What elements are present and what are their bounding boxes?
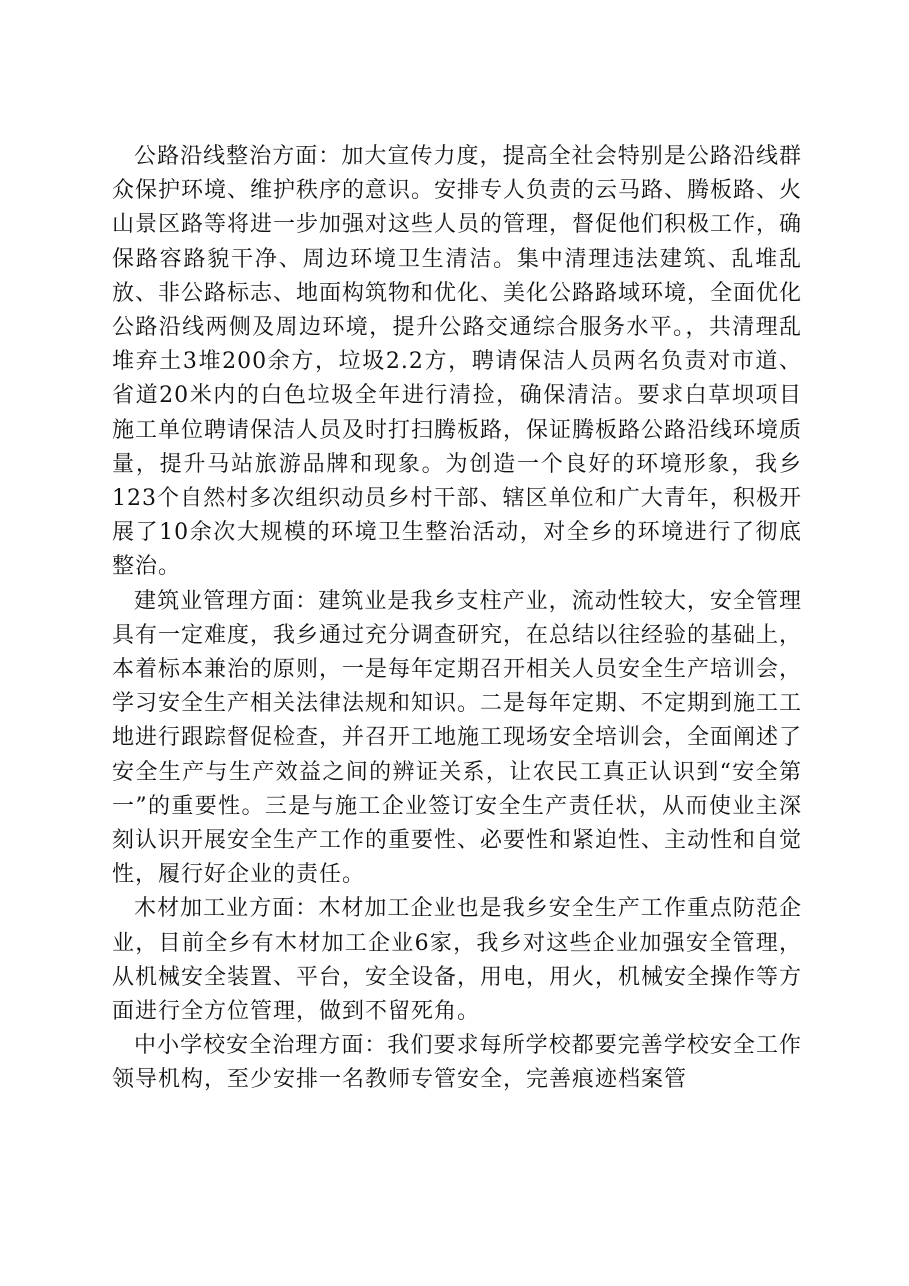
paragraph-timber (112, 892, 802, 1029)
paragraph-schools (112, 1029, 802, 1097)
paragraph-construction (112, 585, 802, 893)
document-page (112, 140, 802, 1098)
paragraph-construction-text: 建筑业管理方面：建筑业是我乡支柱产业，流动性较大，安全管理具有一定难度，我乡通过充分调查研究，在总结以往经验的基础上，本着标本兼治的原则，一是每年定期召开相关人员安全生产培训会，学习安全生产相关法律法规和知识。二是每年定期、不定期到施工工地进行跟踪督促检查，并召开工地施工现场安全培训会，全面阐述了安全生产与生产效益之间的辨证关系，让农民工真正认识到“安全第一”的重要性。三是与施工企业签订安全生产责任状，从而使业主深刻认识开展安全生产工作的重要性、必要性和紧迫性、主动性和自觉性，履行好企业的责任。 (112, 588, 803, 888)
paragraph-highway-text: 公路沿线整治方面：加大宣传力度，提高全社会特别是公路沿线群众保护环境、维护秩序的意识。安排专人负责的云马路、腾板路、火山景区路等将进一步加强对这些人员的管理，督促他们积极工作，确保路容路貌干净、周边环境卫生清洁。集中清理违法建筑、乱堆乱放、非公路标志、地面构筑物和优化、美化公路路域环境，全面优化公路沿线两侧及周边环境，提升公路交通综合服务水平。，共清理乱堆弃土3堆200余方，垃圾2.2方，聘请保洁人员两名负责对市道、省道20米内的白色垃圾全年进行清捡，确保清洁。要求白草坝项目施工单位聘请保洁人员及时打扫腾板路，保证腾板路公路沿线环境质量，提升马站旅游品牌和现象。为创造一个良好的环境形象，我乡123个自然村多次组织动员乡村干部、辖区单位和广大青年，积极开展了10余次大规模的环境卫生整治活动，对全乡的环境进行了彻底整治。 (112, 144, 803, 580)
paragraph-timber-text: 木材加工业方面：木材加工企业也是我乡安全生产工作重点防范企业，目前全乡有木材加工企业6家，我乡对这些企业加强安全管理，从机械安全装置、平台，安全设备，用电，用火，机械安全操作等方面进行全方位管理，做到不留死角。 (112, 896, 803, 1025)
paragraph-schools-text: 中小学校安全治理方面：我们要求每所学校都要完善学校安全工作领导机构，至少安排一名教师专管安全，完善痕迹档案管 (112, 1033, 802, 1093)
paragraph-highway (112, 140, 802, 585)
